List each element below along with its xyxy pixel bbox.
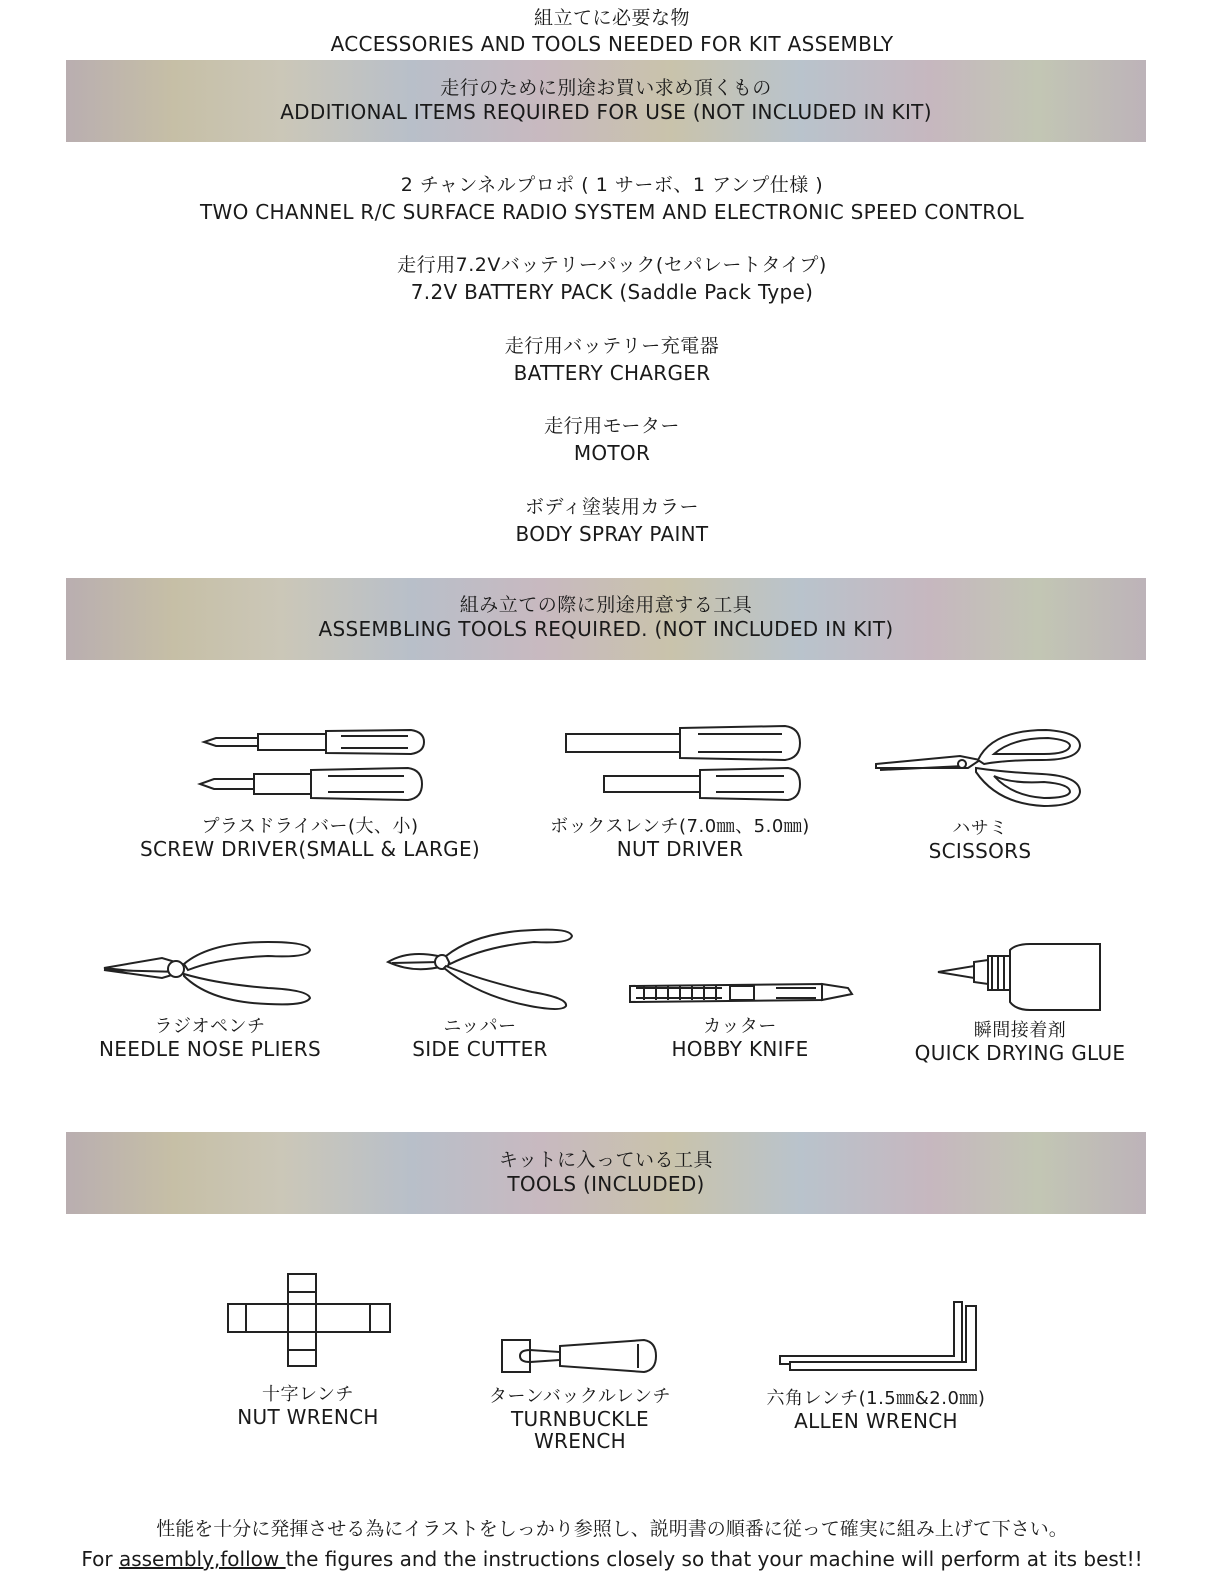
tool-needle-nose-pliers: ラジオペンチ NEEDLE NOSE PLIERS xyxy=(99,1016,321,1061)
needle-nose-pliers-icon xyxy=(100,936,316,1008)
additional-item: 走行用7.2Vバッテリーパック(セパレートタイプ) 7.2V BATTERY PACK (Saddle Pack Type) xyxy=(397,254,827,304)
tool-side-cutter: ニッパー SIDE CUTTER xyxy=(412,1016,548,1061)
band-additional-jp: 走行のために別途お買い求め頂くもの xyxy=(440,77,772,99)
page-header xyxy=(0,6,1224,57)
scissors-icon xyxy=(872,726,1086,810)
additional-item: 走行用モーター MOTOR xyxy=(544,415,680,465)
footer-en: For assembly,follow the figures and the instructions closely so that your machine will perform at its best!! xyxy=(81,1547,1143,1571)
cross-wrench-icon xyxy=(224,1270,394,1370)
footer-note xyxy=(0,1514,1224,1571)
additional-item: ボディ塗装用カラー BODY SPRAY PAINT xyxy=(515,496,709,546)
tool-nut-wrench: 十字レンチ NUT WRENCH xyxy=(237,1384,379,1429)
band-assembling-tools xyxy=(66,578,1146,660)
band-assembling-en: ASSEMBLING TOOLS REQUIRED. (NOT INCLUDED IN KIT) xyxy=(318,617,894,641)
side-cutter-icon xyxy=(384,926,576,1012)
additional-item: 走行用バッテリー充電器 BATTERY CHARGER xyxy=(504,335,720,385)
band-included-tools xyxy=(66,1132,1146,1214)
tool-hobby-knife: カッター HOBBY KNIFE xyxy=(671,1016,809,1061)
glue-bottle-icon xyxy=(934,940,1106,1016)
tool-quick-drying-glue: 瞬間接着剤 QUICK DRYING GLUE xyxy=(914,1020,1126,1065)
band-included-jp: キットに入っている工具 xyxy=(498,1149,714,1171)
band-additional-en: ADDITIONAL ITEMS REQUIRED FOR USE (NOT INCLUDED IN KIT) xyxy=(280,100,932,124)
header-jp: 組立てに必要な物 xyxy=(533,7,690,29)
band-assembling-jp: 組み立ての際に別途用意する工具 xyxy=(459,594,753,616)
band-included-en: TOOLS (INCLUDED) xyxy=(507,1172,705,1196)
header-en: ACCESSORIES AND TOOLS NEEDED FOR KIT ASSEMBLY xyxy=(330,32,894,56)
tool-turnbuckle-wrench: ターンバックルレンチ TURNBUCKLE WRENCH xyxy=(489,1386,671,1453)
additional-item: 2 チャンネルプロポ ( 1 サーボ、1 アンプ仕様 ) TWO CHANNEL R/C SURFACE RADIO SYSTEM AND ELECTRONIC SPEED CONTROL xyxy=(200,174,1024,224)
tool-screwdriver: プラスドライバー(大、小) SCREW DRIVER(SMALL & LARGE) xyxy=(140,816,480,861)
tool-nut-driver: ボックスレンチ(7.0㎜、5.0㎜) NUT DRIVER xyxy=(550,816,810,861)
nut-driver-icon xyxy=(560,722,808,808)
hobby-knife-icon xyxy=(626,980,856,1006)
allen-wrench-icon xyxy=(776,1298,980,1374)
footer-jp: 性能を十分に発揮させる為にイラストをしっかり参照し、説明書の順番に従って確実に組み上げて下さい。 xyxy=(156,1518,1068,1540)
tool-scissors: ハサミ SCISSORS xyxy=(928,818,1032,863)
turnbuckle-wrench-icon xyxy=(498,1334,660,1378)
band-additional-items xyxy=(66,60,1146,142)
tool-allen-wrench: 六角レンチ(1.5㎜&2.0㎜) ALLEN WRENCH xyxy=(766,1388,986,1433)
screwdriver-icon xyxy=(196,722,432,808)
